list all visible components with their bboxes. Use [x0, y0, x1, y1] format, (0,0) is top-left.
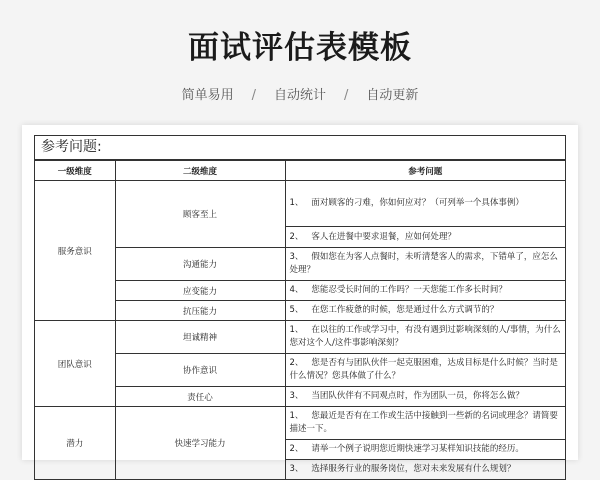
question-text: 面对顾客的刁难，你如何应对？（可列举一个具体事例）	[311, 198, 524, 208]
question-number: 2、	[289, 444, 304, 454]
question-text: 选择服务行业的服务岗位，您对未来发展有什么规划？	[311, 464, 516, 474]
question-number: 4、	[289, 285, 304, 295]
question-text: 当团队伙伴有不同观点时，作为团队一员，你将怎么做？	[311, 391, 524, 401]
question-text: 在您工作疲惫的时候，您是通过什么方式调节的？	[311, 305, 499, 315]
level2-cell: 责任心	[115, 387, 285, 407]
table-row	[35, 301, 565, 321]
table-header-row	[35, 161, 565, 181]
question-number: 1、	[289, 198, 304, 208]
feature-auto-stats: 自动统计	[273, 88, 326, 103]
question-number: 1、	[289, 325, 304, 335]
question-number: 5、	[289, 305, 304, 315]
level2-cell: 快速学习能力	[115, 407, 285, 480]
table-row	[35, 321, 565, 354]
level2-cell: 顾客至上	[115, 181, 285, 248]
question-text: 您能忍受长时间的工作吗？一天您能工作多长时间？	[311, 285, 507, 295]
table-row	[35, 387, 565, 407]
question-text: 假如您在为客人点餐时，未听清楚客人的需求，下错单了，应怎么处理？	[289, 252, 558, 275]
separator: /	[251, 88, 256, 103]
level1-cell: 团队意识	[35, 321, 115, 407]
table-row	[35, 407, 565, 440]
question-cell	[285, 460, 565, 480]
question-number: 3、	[289, 252, 304, 262]
level2-cell: 沟通能力	[115, 248, 285, 281]
question-number: 3、	[289, 464, 304, 474]
question-cell	[285, 301, 565, 321]
question-number: 1、	[289, 411, 304, 421]
question-cell	[285, 354, 565, 387]
evaluation-form	[34, 135, 566, 480]
sheet-preview	[22, 125, 578, 474]
question-cell	[285, 321, 565, 354]
question-text: 客人在进餐中要求退餐，应如何处理？	[311, 231, 456, 242]
question-number: 3、	[289, 391, 304, 401]
question-cell	[285, 387, 565, 407]
table-row	[35, 248, 565, 281]
question-cell	[285, 281, 565, 301]
column-header-level2: 二级维度	[115, 161, 285, 181]
level1-cell: 服务意识	[35, 181, 115, 321]
question-text: 在以往的工作或学习中，有没有遇到过影响深刻的人/事情，为什么您对这个人/这件事影响深刻？	[289, 325, 561, 348]
questions-table	[35, 160, 565, 480]
level2-cell: 应变能力	[115, 281, 285, 301]
question-text: 您最近是否有在工作或生活中接触到一些新的名词或理念？请简要描述一下。	[289, 411, 558, 434]
table-row	[35, 281, 565, 301]
question-number: 2、	[289, 231, 304, 242]
feature-auto-update: 自动更新	[366, 88, 419, 103]
level2-cell: 坦诚精神	[115, 321, 285, 354]
page-title: 面试评估表模板	[188, 30, 412, 66]
feature-easy: 简单易用	[181, 88, 234, 103]
question-text: 请举一个例子说明您近期快速学习某样知识技能的经历。	[311, 444, 524, 454]
question-cell	[285, 248, 565, 281]
level1-cell: 潜力	[35, 407, 115, 480]
question-cell	[285, 227, 565, 248]
question-text: 您是否有与团队伙伴一起克服困难，达成目标是什么时候？当时是什么情况？您具体做了什么？	[289, 358, 558, 381]
question-cell	[285, 440, 565, 460]
level2-cell: 协作意识	[115, 354, 285, 387]
question-number: 2、	[289, 358, 304, 368]
feature-tagline	[0, 84, 600, 103]
level2-cell: 抗压能力	[115, 301, 285, 321]
column-header-level1: 一级维度	[35, 161, 115, 181]
section-title: 参考问题:	[35, 136, 565, 160]
table-row	[35, 354, 565, 387]
column-header-question: 参考问题	[285, 161, 565, 181]
table-row	[35, 181, 565, 227]
separator: /	[344, 88, 349, 103]
question-cell	[285, 407, 565, 440]
question-cell	[285, 181, 565, 227]
